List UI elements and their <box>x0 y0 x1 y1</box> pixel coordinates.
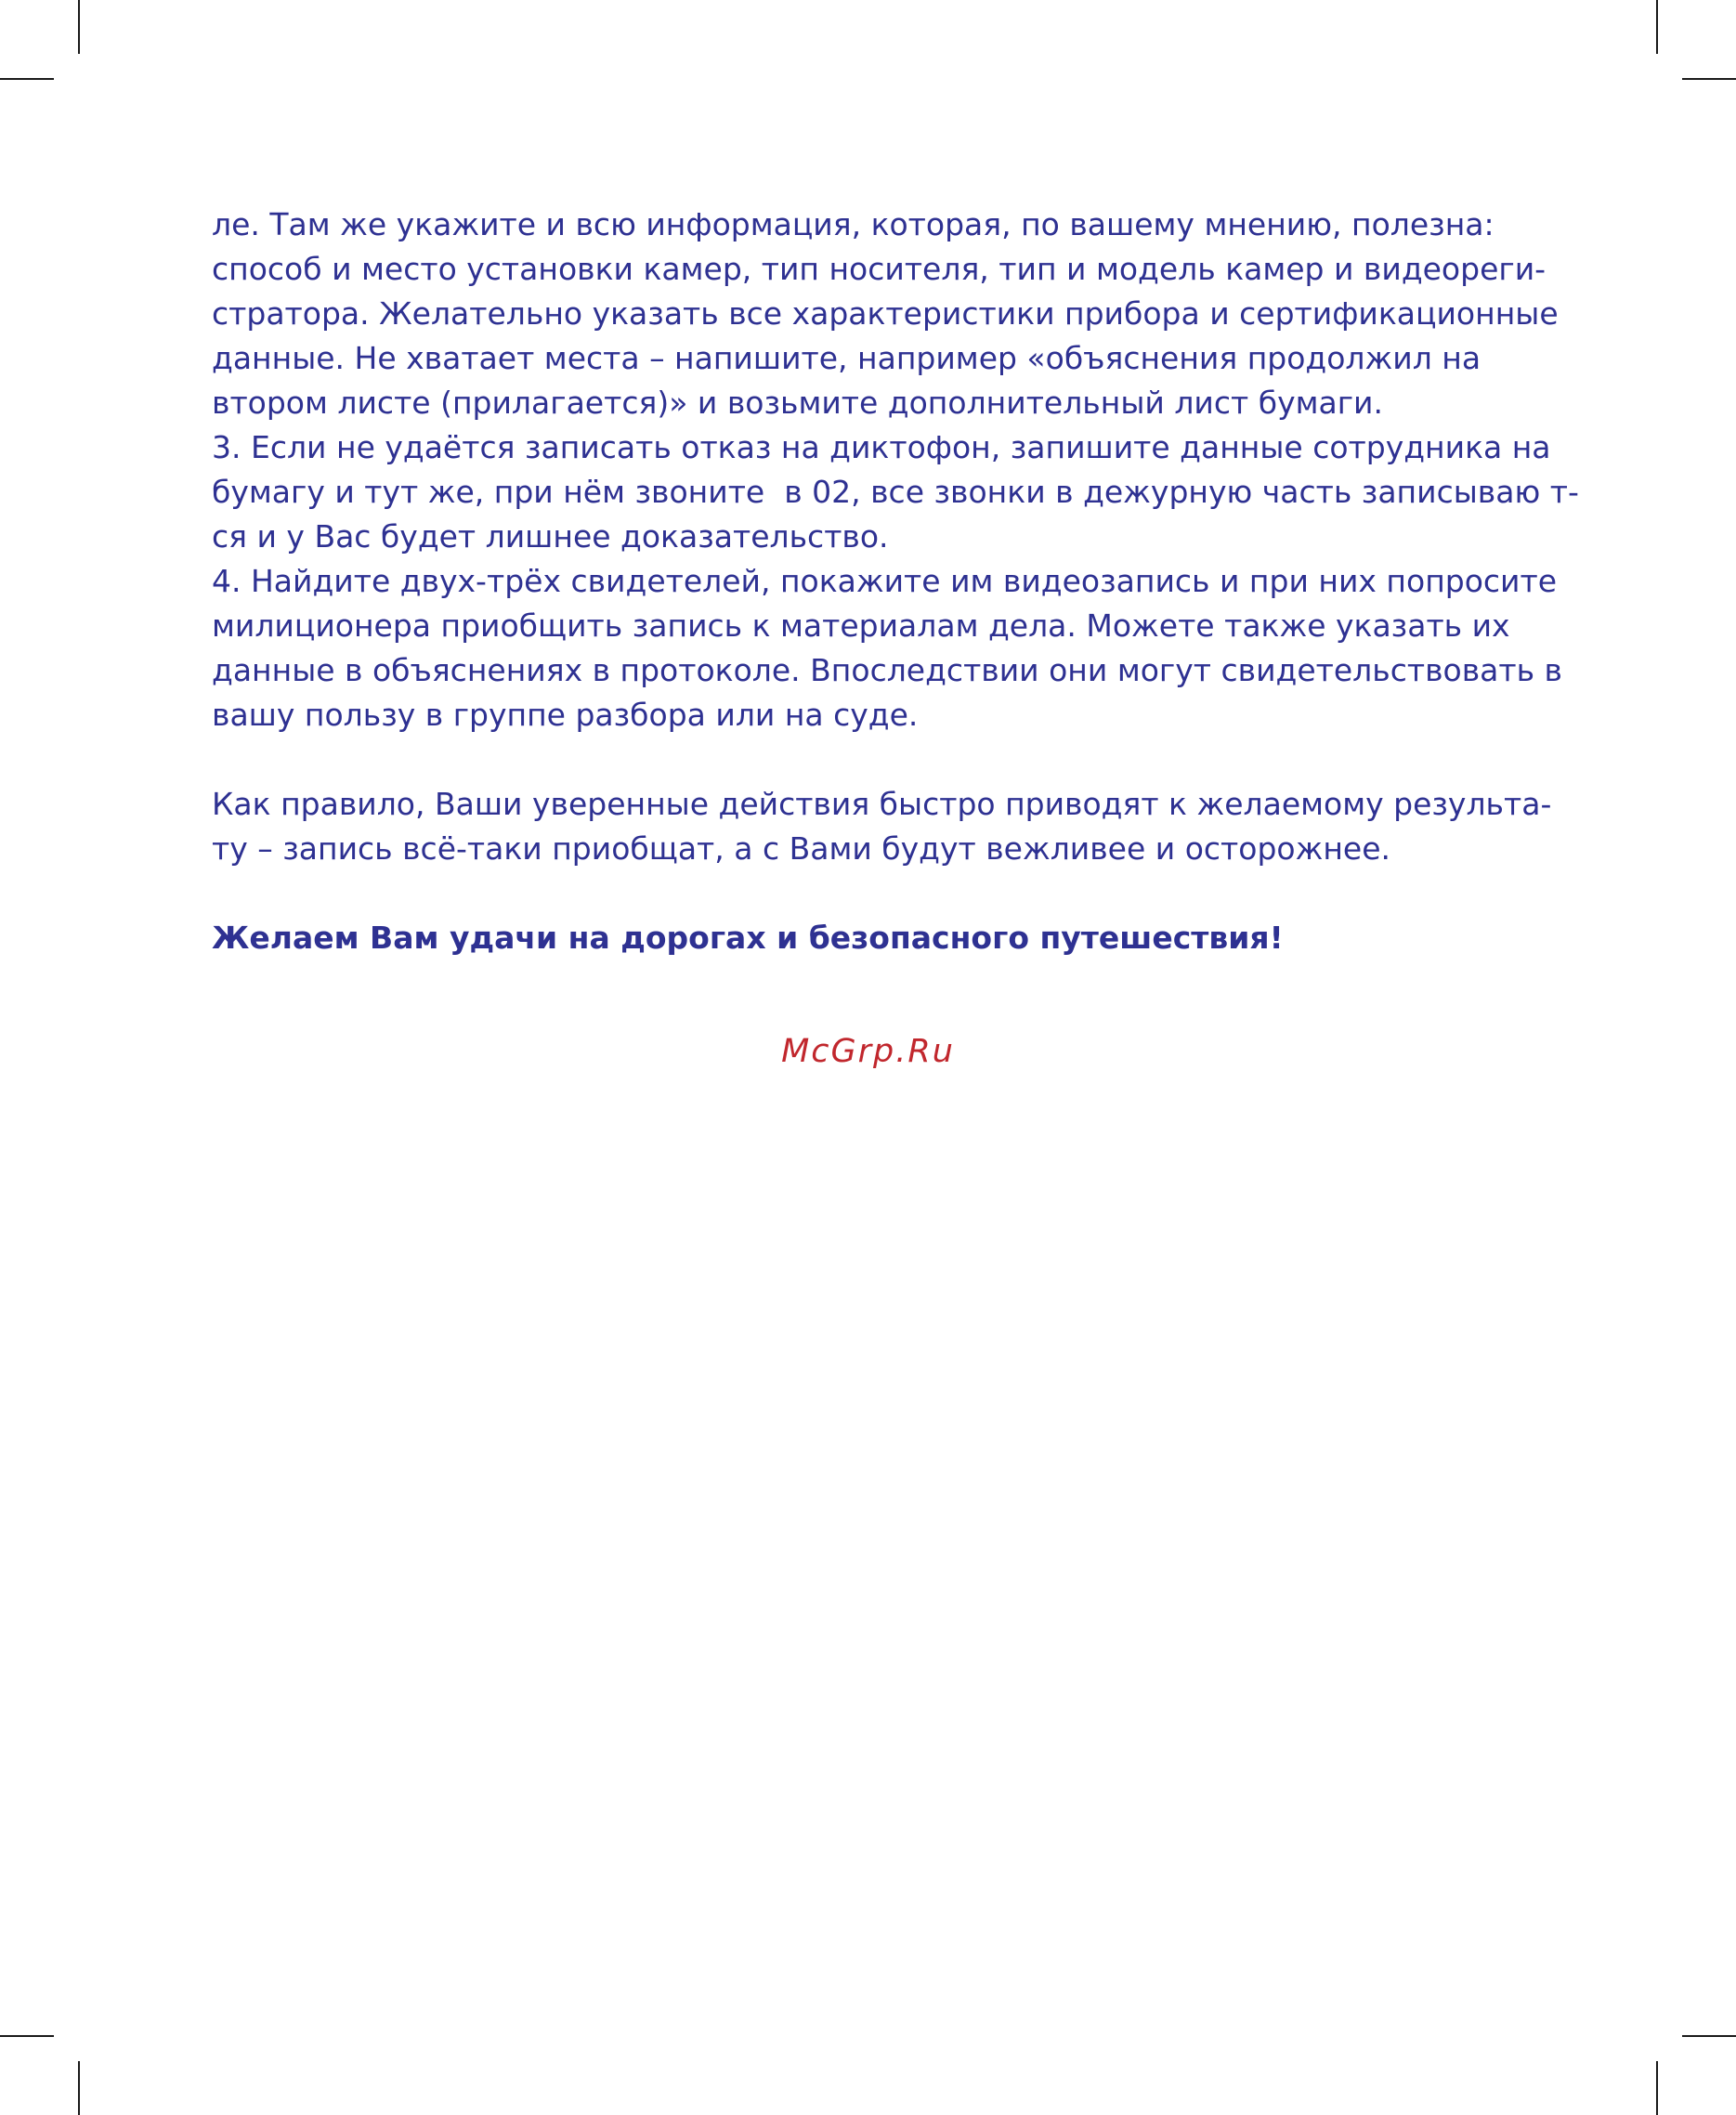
body-line: 4. Найдите двух-трёх свидетелей, покажите им видеозапись и при них попросите <box>212 563 1558 599</box>
watermark: McGrp.Ru <box>781 1033 955 1070</box>
body-line: данные. Не хватает места – напишите, например «объяснения продолжил на <box>212 340 1481 376</box>
body-line: вашу пользу в группе разбора или на суде. <box>212 697 919 733</box>
body-line: бумагу и тут же, при нём звоните в 02, все звонки в дежурную часть записываю т- <box>212 474 1579 510</box>
crop-mark <box>1682 78 1736 80</box>
crop-mark <box>0 78 54 80</box>
crop-mark <box>0 2035 54 2037</box>
closing-wish: Желаем Вам удачи на дорогах и безопасного путешествия! <box>212 920 1284 956</box>
body-line: способ и место установки камер, тип носителя, тип и модель камер и видеореги- <box>212 251 1547 287</box>
crop-mark <box>78 2061 80 2115</box>
crop-mark <box>1682 2035 1736 2037</box>
body-line: милиционера приобщить запись к материалам дела. Можете также указать их <box>212 607 1510 644</box>
body-line: стратора. Желательно указать все характеристики прибора и сертификационные <box>212 295 1559 332</box>
paragraph-gap <box>212 871 1549 916</box>
body-line: данные в объяснениях в протоколе. Впоследствии они могут свидетельствовать в <box>212 652 1562 688</box>
body-line: 3. Если не удаётся записать отказ на диктофон, запишите данные сотрудника на <box>212 429 1551 465</box>
document-body <box>212 202 1579 960</box>
conclusion-line: ту – запись всё-таки приобщат, а с Вами будут вежливее и осторожнее. <box>212 830 1391 867</box>
body-line: ле. Там же укажите и всю информация, которая, по вашему мнению, полезна: <box>212 206 1495 242</box>
body-line: ся и у Вас будет лишнее доказательство. <box>212 518 889 555</box>
body-line: втором листе (прилагается)» и возьмите дополнительный лист бумаги. <box>212 385 1383 421</box>
crop-mark <box>1656 0 1658 54</box>
crop-mark <box>1656 2061 1658 2115</box>
crop-mark <box>78 0 80 54</box>
conclusion-line: Как правило, Ваши уверенные действия быстро приводят к желаемому результа- <box>212 786 1552 822</box>
paragraph-gap <box>212 738 1549 782</box>
